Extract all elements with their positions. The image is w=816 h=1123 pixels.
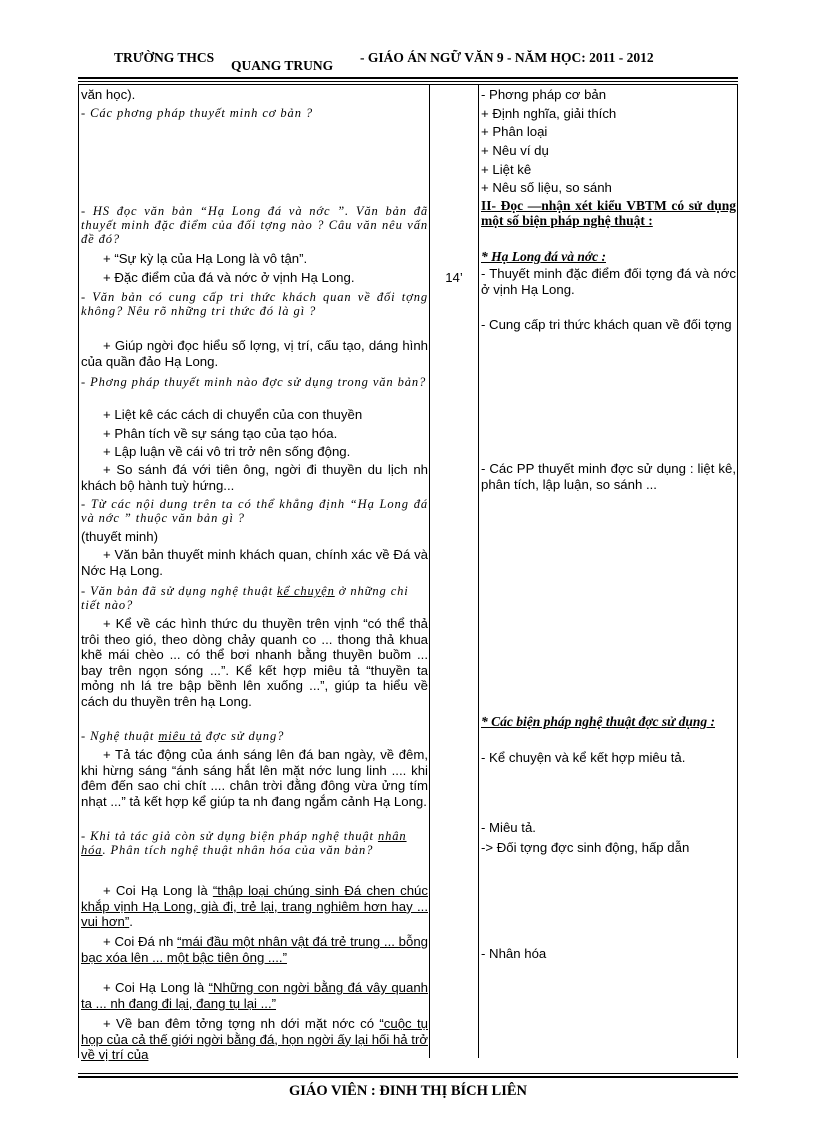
question: - Khi tả tác giả còn sử dụng biện pháp nghệ thuật nhân hóa. Phân tích nghệ thuật nhân hóa của văn bản? [81,829,407,857]
answer: + “Sự kỳ lạ của Hạ Long là vô tận”. [103,251,308,266]
column-divider [478,85,479,1058]
answer: + Giúp ngời đọc hiểu số lợng, vị trí, cấu tạo, dáng hình của quần đảo Hạ Long. [81,338,428,369]
header-school-name: QUANG TRUNG [231,58,334,73]
question: - Các phơng pháp thuyết minh cơ bản ? [81,106,314,120]
answer: + So sánh đá với tiên ông, ngời đi thuyền du lịch nh khách bộ hành tuỳ hứng... [81,462,428,493]
note: + Định nghĩa, giải thích [481,106,617,121]
answer: + Đặc điểm của đá và nớc ở vịnh Hạ Long. [103,270,355,285]
note: - Miêu tả. [481,820,536,835]
answer: + Coi Đá nh “mái đầu một nhân vật đá trẻ trung ... bỗng bạc xóa lên ... một bậc tiên ông ....” [81,934,429,965]
note: + Nêu số liệu, so sánh [481,180,612,195]
header-school: TRƯỜNG THCS [114,50,215,65]
note: - Kể chuyện và kể kết hợp miêu tả. [481,750,686,765]
footer-rule-thick [78,1076,738,1078]
answer: + Về ban đêm tởng tợng nh dới mặt nớc có “cuộc tụ họp của cả thế giới ngời bằng đá, họn ngời ấy lại hối hả trở về vị trí của [81,1016,428,1063]
answer: + Phân tích về sự sáng tạo của tạo hóa. [103,426,338,441]
header-rule-thin [78,81,738,82]
question: - Văn bản đã sử dụng nghệ thuật kể chuyện ở những chi tiết nào? [81,584,409,612]
question: - Văn bản có cung cấp tri thức khách quan về đối tợng không? Nêu rõ những tri thức đó là gì ? [81,290,428,318]
section-heading: II- Đọc —nhận xét kiểu VBTM có sử dụng một số biện pháp nghệ thuật : [481,198,736,228]
page-header [78,46,738,76]
lesson-table [78,84,738,1063]
page-footer: GIÁO VIÊN : ĐINH THỊ BÍCH LIÊN [289,1083,527,1099]
note: - Nhân hóa [481,946,547,961]
answer: + Lập luận về cái vô tri trở nên sống động. [103,444,351,459]
note: - Cung cấp tri thức khách quan về đối tợng [481,317,732,332]
answer: + Văn bản thuyết minh khách quan, chính xác về Đá và Nớc Hạ Long. [81,547,428,578]
header-subject-year: - GIÁO ÁN NGỮ VĂN 9 - NĂM HỌC: 2011 - 2012 [360,50,654,65]
note: - Thuyết minh đặc điểm đối tợng đá và nớc ở vịnh Hạ Long. [481,266,736,297]
answer: + Coi Hạ Long là “Những con ngời bằng đá vây quanh ta ... nh đang đi lại, đang tụ lại ...” [81,980,428,1011]
time-value: 14’ [445,270,463,285]
header-rule-thick [78,77,738,79]
note: + Phân loại [481,124,548,139]
note: + Liệt kê [481,162,532,177]
subheading: * Hạ Long đá và nớc : [481,249,606,264]
question: - Từ các nội dung trên ta có thể khẳng định “Hạ Long đá và nớc ” thuộc văn bản gì ? [81,497,428,525]
note: - Các PP thuyết minh đợc sử dụng : liệt kê, phân tích, lập luận, so sánh ... [481,461,736,492]
answer: + Coi Hạ Long là “thập loại chúng sinh Đá chen chúc khắp vịnh Hạ Long, già đi, trẻ lại, trang nghiêm hơn hay ... vui hơn”. [81,883,428,930]
note: -> Đối tợng đợc sinh động, hấp dẫn [481,840,690,855]
question: - Phơng pháp thuyết minh nào đợc sử dụng trong văn bản? [81,375,427,389]
answer: + Kể về các hình thức du thuyền trên vịnh “có thể thả trôi theo gió, theo dòng chảy quanh co ... thong thả khua khẽ mái chèo ... có thể bơi nhanh bằng thuyền buồm ... bay trên ngọn sóng ...”. Kể kết hợp miêu tả “thuyền ta mỏng nh lá tre bập bềnh lên xuống ...”, giúp ta hiểu về cách du thuyền trên hạ Long. [81,616,428,709]
text-line: (thuyết minh) [81,529,158,544]
question: - HS đọc văn bản “Hạ Long đá và nớc ”. Văn bản đã thuyết minh đặc điểm của đối tợng nào ? Câu văn nêu vấn đề đó? [81,204,428,246]
answer: + Tả tác động của ánh sáng lên đá ban ngày, về đêm, khi hừng sáng “ánh sáng hắt lên mặt nớc lung linh .... khi đêm đến sao chi chít .... chân trời đằng đông vừa ửng tím nhạt ...” tả kết hợp kể giúp ta nh đang ngắm cảnh Hạ Long. [81,747,428,809]
footer-rule-thin [78,1073,738,1074]
question: - Nghệ thuật miêu tả đợc sử dụng? [81,729,285,743]
subheading: * Các biện pháp nghệ thuật đợc sử dụng : [481,714,715,729]
answer: + Liệt kê các cách di chuyển của con thuyền [103,407,363,422]
note: + Nêu ví dụ [481,143,549,158]
column-divider [429,85,430,1058]
note: - Phơng pháp cơ bản [481,87,607,102]
text-line: văn học). [81,87,136,102]
